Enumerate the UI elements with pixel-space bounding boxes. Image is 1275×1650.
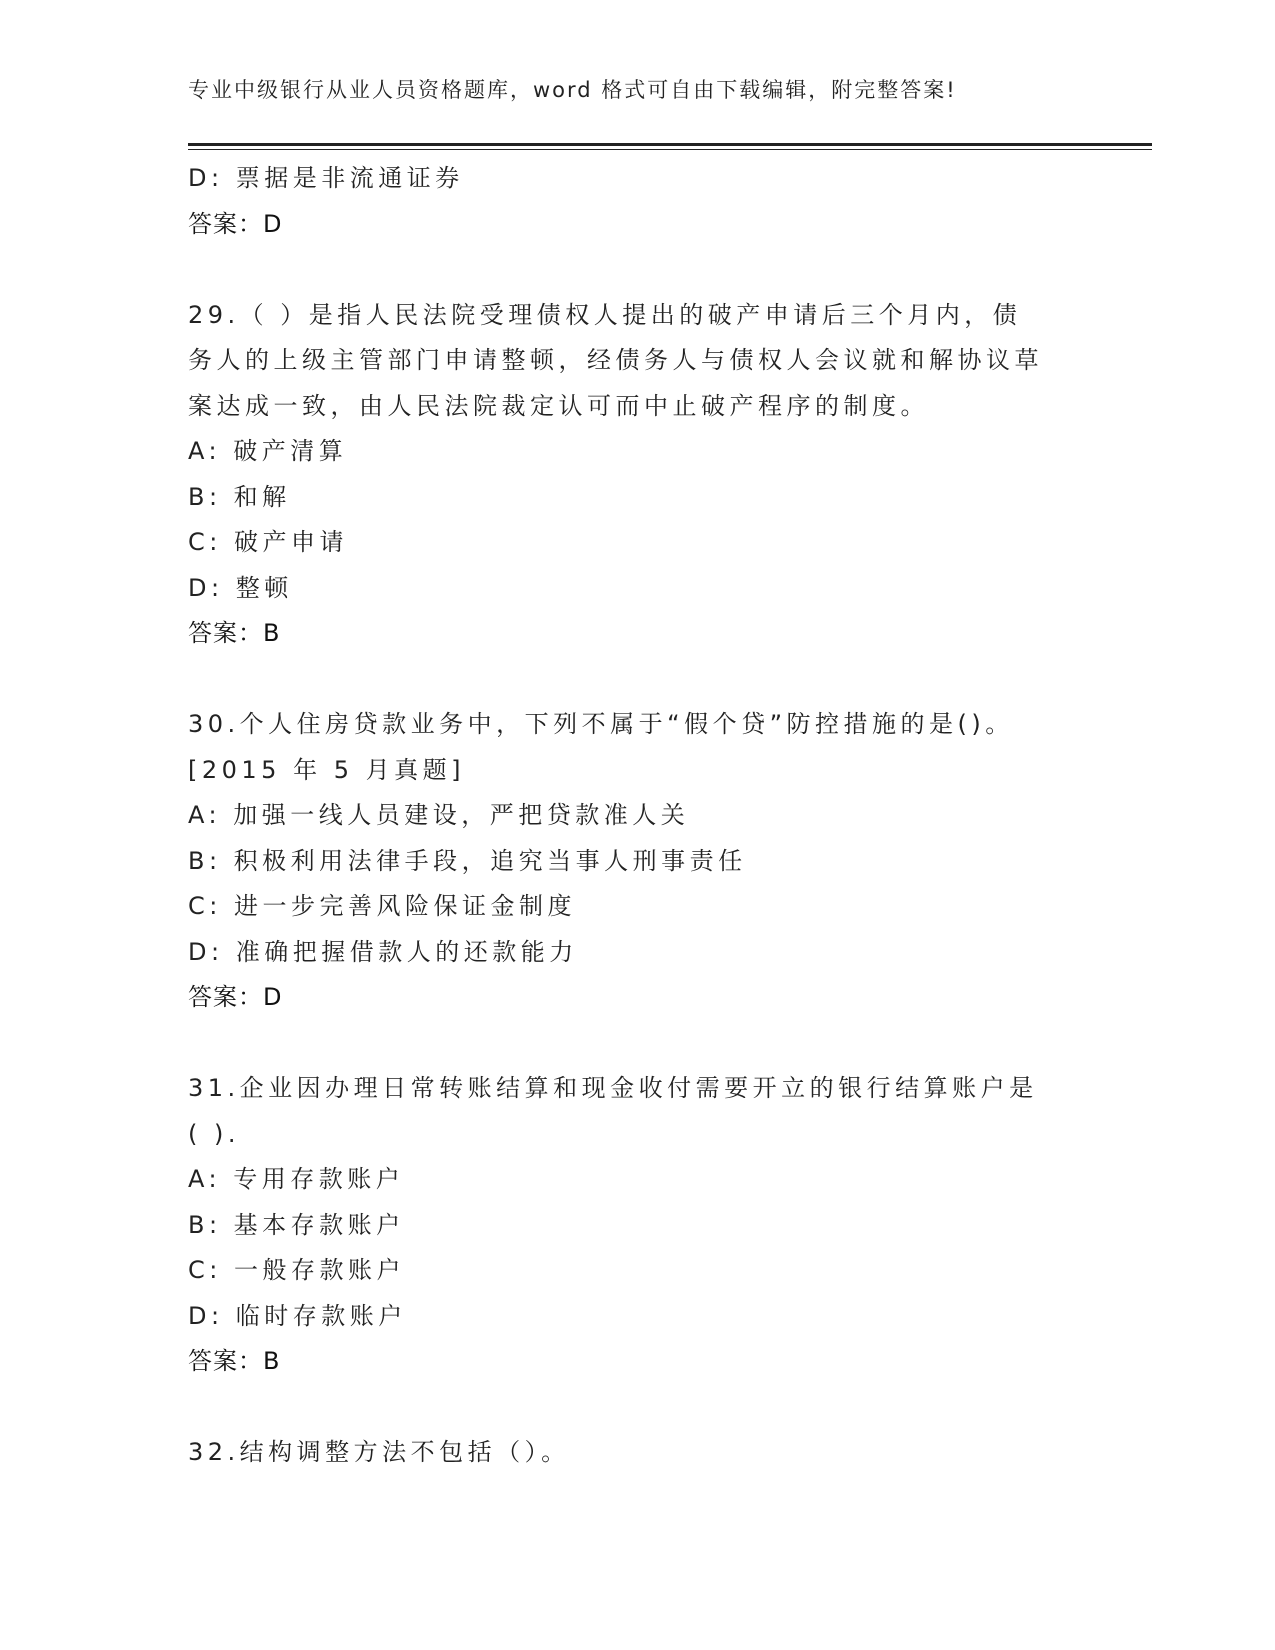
option-d: D: 整顿 xyxy=(188,573,293,602)
answer: 答案：B xyxy=(188,619,281,647)
option-b: B: 积极利用法律手段，追究当事人刑事责任 xyxy=(188,846,747,875)
option-c: C: 进一步完善风险保证金制度 xyxy=(188,892,576,920)
option-c: C: 一般存款账户 xyxy=(188,1256,405,1284)
question-stem-line: [2015 年 5 月真题] xyxy=(188,755,465,784)
question-stem-line: ( ). xyxy=(188,1119,240,1148)
spacer xyxy=(188,247,1068,293)
prev-answer: 答案：D xyxy=(188,209,283,238)
question-stem-line: 32.结构调整方法不包括（）。 xyxy=(188,1438,570,1466)
option-c: C: 破产申请 xyxy=(188,528,348,556)
answer: 答案：B xyxy=(188,1347,281,1375)
question-30 xyxy=(188,702,1068,1021)
question-stem-line: 29.（ ）是指人民法院受理债权人提出的破产申请后三个月内，债 xyxy=(188,300,1022,329)
option-a: A: 专用存款账户 xyxy=(188,1165,405,1193)
answer: 答案：D xyxy=(188,983,283,1011)
question-content xyxy=(188,156,1068,1476)
header-rule-thick xyxy=(188,143,1152,146)
option-d: D: 临时存款账户 xyxy=(188,1301,407,1330)
option-d: D: 准确把握借款人的还款能力 xyxy=(188,937,578,966)
spacer xyxy=(188,1021,1068,1067)
page-header: 专业中级银行从业人员资格题库，word 格式可自由下载编辑，附完整答案! xyxy=(188,78,957,102)
spacer xyxy=(188,1385,1068,1431)
question-stem-line: 务人的上级主管部门申请整顿，经债务人与债权人会议就和解协议草 xyxy=(188,346,1043,374)
option-a: A: 破产清算 xyxy=(188,437,348,465)
prev-option-d: D: 票据是非流通证券 xyxy=(188,164,464,192)
option-b: B: 基本存款账户 xyxy=(188,1210,405,1239)
spacer xyxy=(188,657,1068,703)
question-stem-line: 案达成一致，由人民法院裁定认可而中止破产程序的制度。 xyxy=(188,391,929,420)
question-29 xyxy=(188,293,1068,657)
question-stem-line: 31.企业因办理日常转账结算和现金收付需要开立的银行结算账户是 xyxy=(188,1074,1038,1102)
question-32 xyxy=(188,1430,1068,1476)
option-a: A: 加强一线人员建设，严把贷款准人关 xyxy=(188,801,690,829)
option-b: B: 和解 xyxy=(188,482,291,511)
header-rule-thin xyxy=(188,149,1152,150)
question-stem-line: 30.个人住房贷款业务中，下列不属于“假个贷”防控措施的是()。 xyxy=(188,710,1014,738)
question-31 xyxy=(188,1066,1068,1385)
